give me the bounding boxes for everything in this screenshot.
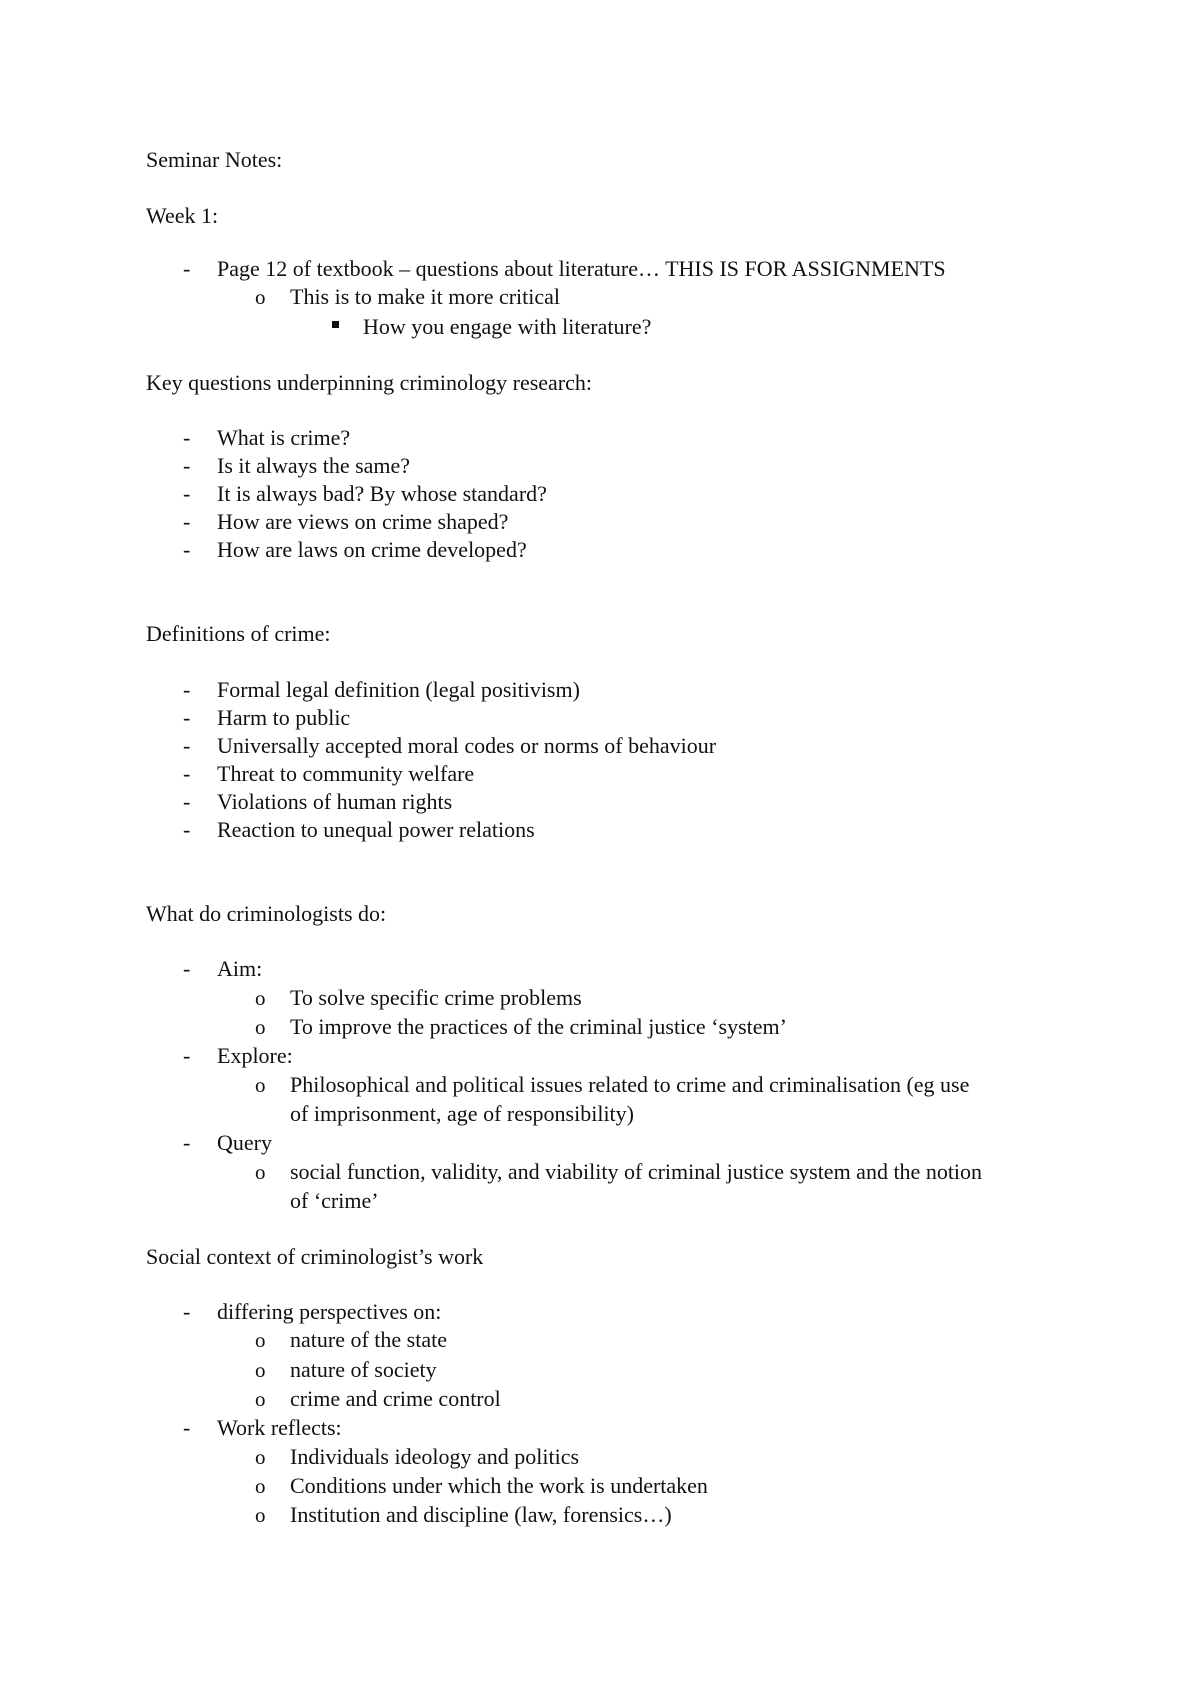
circle-bullet: o (255, 1073, 266, 1097)
key-question-item: Is it always the same? (217, 453, 411, 478)
definitions-heading: Definitions of crime: (146, 621, 331, 646)
aim-sub-item: To improve the practices of the criminal justice ‘system’ (290, 1014, 787, 1039)
dash-bullet: - (183, 1415, 191, 1440)
query-sub-item-continued: of ‘crime’ (290, 1188, 379, 1213)
dash-bullet: - (183, 677, 191, 702)
dash-bullet: - (183, 761, 191, 786)
criminologists-heading: What do criminologists do: (146, 901, 387, 926)
dash-bullet: - (183, 817, 191, 842)
dash-bullet: - (183, 705, 191, 730)
explore-sub-item: Philosophical and political issues related to crime and criminalisation (eg use (290, 1072, 970, 1097)
circle-bullet: o (255, 1387, 266, 1411)
dash-bullet: - (183, 789, 191, 814)
circle-bullet: o (255, 1474, 266, 1498)
circle-bullet: o (255, 1328, 266, 1352)
week-item: Page 12 of textbook – questions about literature… THIS IS FOR ASSIGNMENTS (217, 256, 946, 281)
reflects-sub-item: Conditions under which the work is undertaken (290, 1473, 708, 1498)
key-questions-heading: Key questions underpinning criminology research: (146, 370, 593, 395)
circle-bullet: o (255, 1015, 266, 1039)
dash-bullet: - (183, 1043, 191, 1068)
document-title: Seminar Notes: (146, 147, 283, 172)
dash-bullet: - (183, 1130, 191, 1155)
dash-bullet: - (183, 509, 191, 534)
perspective-sub-item: nature of society (290, 1357, 437, 1382)
week-heading: Week 1: (146, 203, 219, 228)
circle-bullet: o (255, 285, 266, 309)
circle-bullet: o (255, 1503, 266, 1527)
square-bullet-icon (332, 321, 339, 328)
explore-sub-item-continued: of imprisonment, age of responsibility) (290, 1101, 634, 1126)
dash-bullet: - (183, 256, 191, 281)
perspectives-item: differing perspectives on: (217, 1299, 442, 1324)
query-sub-item: social function, validity, and viability of criminal justice system and the notion (290, 1159, 983, 1184)
reflects-item: Work reflects: (217, 1415, 342, 1440)
circle-bullet: o (255, 1445, 266, 1469)
aim-item: Aim: (217, 956, 263, 981)
circle-bullet: o (255, 1358, 266, 1382)
week-sub-item: This is to make it more critical (290, 284, 561, 309)
dash-bullet: - (183, 481, 191, 506)
aim-sub-item: To solve specific crime problems (290, 985, 582, 1010)
definition-item: Threat to community welfare (217, 761, 475, 786)
definition-item: Violations of human rights (217, 789, 453, 814)
definition-item: Harm to public (217, 705, 351, 730)
definition-item: Formal legal definition (legal positivism) (217, 677, 580, 702)
key-question-item: It is always bad? By whose standard? (217, 481, 547, 506)
circle-bullet: o (255, 986, 266, 1010)
key-question-item: What is crime? (217, 425, 351, 450)
key-question-item: How are views on crime shaped? (217, 509, 509, 534)
perspective-sub-item: crime and crime control (290, 1386, 501, 1411)
query-item: Query (217, 1130, 272, 1155)
explore-item: Explore: (217, 1043, 293, 1068)
key-question-item: How are laws on crime developed? (217, 537, 527, 562)
perspective-sub-item: nature of the state (290, 1327, 447, 1352)
dash-bullet: - (183, 956, 191, 981)
dash-bullet: - (183, 733, 191, 758)
dash-bullet: - (183, 1299, 191, 1324)
reflects-sub-item: Individuals ideology and politics (290, 1444, 580, 1469)
dash-bullet: - (183, 453, 191, 478)
definition-item: Universally accepted moral codes or norms of behaviour (217, 733, 717, 758)
dash-bullet: - (183, 537, 191, 562)
week-sub-sub-item: How you engage with literature? (363, 314, 652, 339)
reflects-sub-item: Institution and discipline (law, forensics…) (290, 1502, 672, 1527)
definition-item: Reaction to unequal power relations (217, 817, 535, 842)
circle-bullet: o (255, 1160, 266, 1184)
social-context-heading: Social context of criminologist’s work (146, 1244, 484, 1269)
dash-bullet: - (183, 425, 191, 450)
